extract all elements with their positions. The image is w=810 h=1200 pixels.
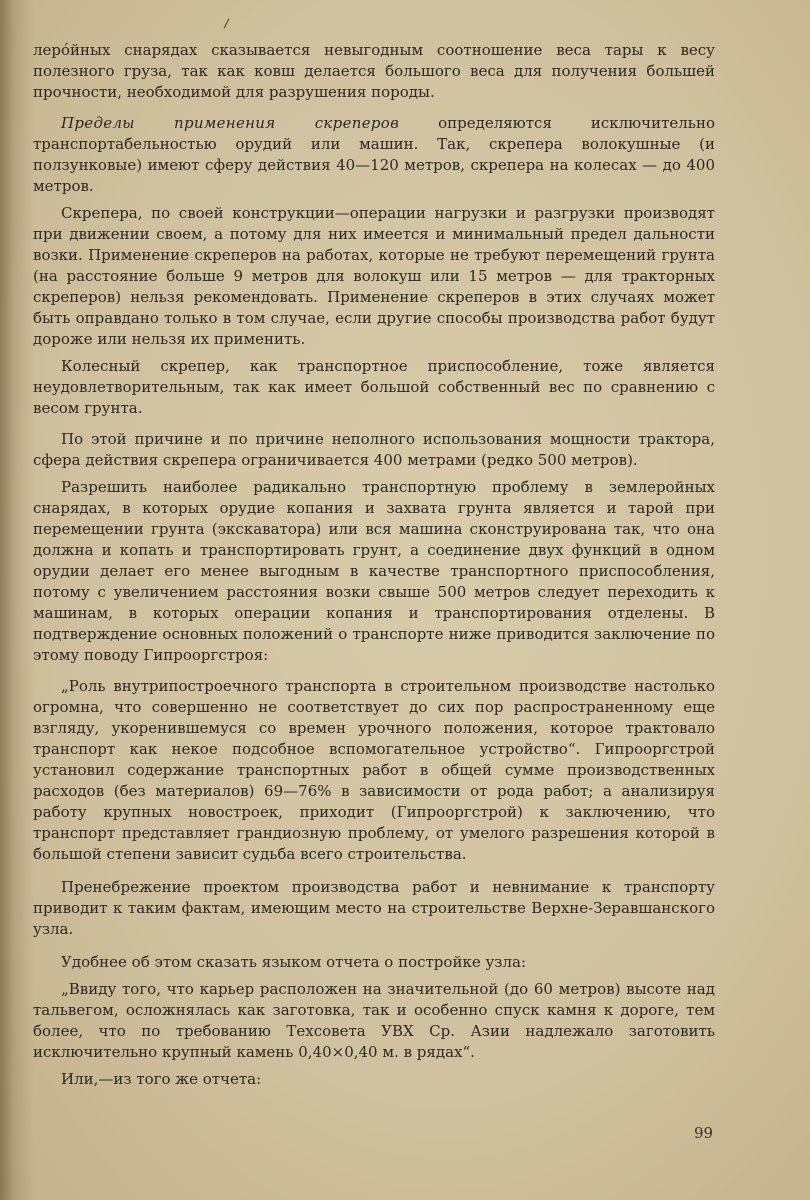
paragraph-1 bbox=[33, 40, 715, 103]
paragraph-4 bbox=[33, 356, 715, 419]
paragraph-5 bbox=[33, 429, 715, 471]
paragraph-2 bbox=[33, 113, 715, 197]
paragraph-6-text: Разрешить наиболее радикально транспортную проблему в землеройных снарядах, в которых орудие копания и захвата грунта является и тарой при перемещении грунта (экскаватора) или вся машина сконструирована так, что она должна и копать и транспортировать грунт, а соединение двух функций в одном орудии делает его менее выгодным в качестве транспортного приспособления, потому с увеличением расстояния возки свыше 500 метров следует переходить к машинам, в которых операции копания и транспортирования отделены. В подтверждение основных положений о транспорте ниже приводится заключение по этому поводу Гипрооргстроя: bbox=[33, 478, 715, 664]
paragraph-6 bbox=[33, 477, 715, 666]
page-number: 99 bbox=[694, 1124, 714, 1142]
section-heading-italic: Пределы применения скреперов bbox=[61, 114, 400, 132]
paragraph-4-text: Колесный скрепер, как транспортное приспособление, тоже является неудовлетворительным, так как имеет большой собственный вес по сравнению с весом грунта. bbox=[33, 357, 715, 417]
paragraph-11 bbox=[33, 1069, 715, 1090]
paragraph-10-text: „Ввиду того, что карьер расположен на значительной (до 60 метров) высоте над тальвегом, осложнялась как заготовка, так и особенно спуск камня к дороге, тем более, что по требованию Техсовета УВХ Ср. Азии надлежало заготовить исключительно крупный камень 0,40×0,40 м. в рядах“. bbox=[33, 980, 715, 1061]
paragraph-2-text: определяются исключительно транспортабельностью орудий или машин. Так, скрепера волокушные (и ползунковые) имеют сферу действия 40—120 метров, скрепера на колесах — до 400 метров. bbox=[33, 114, 715, 195]
pen-mark bbox=[223, 18, 229, 28]
paragraph-8 bbox=[33, 877, 715, 940]
paragraph-7-text: „Роль внутрипостроечного транспорта в строительном производстве настолько огромна, что совершенно не соответствует до сих пор распространенному еще взгляду, укоренившемуся со времен урочного положения, которое трактовало транспорт как некое подсобное вспомогательное устройство“. Гипрооргстрой установил содержание транспортных работ в общей сумме производственных расходов (без материалов) 69—76% в зависимости от рода работ; а анализируя работу крупных новостроек, приходит (Гипрооргстрой) к заключению, что транспорт представляет грандиозную проблему, от умелого разрешения которой в большой степени зависит судьба всего строительства. bbox=[33, 677, 715, 863]
paragraph-9-text: Удобнее об этом сказать языком отчета о постройке узла: bbox=[61, 953, 526, 971]
paragraph-9 bbox=[33, 952, 715, 973]
paragraph-11-text: Или,—из того же отчета: bbox=[61, 1070, 262, 1088]
paragraph-7-quote bbox=[33, 676, 715, 865]
paragraph-3-text: Скрепера, по своей конструкции—операции нагрузки и разгрузки производят при движении своем, а потому для них имеется и минимальный предел дальности возки. Применение скреперов на работах, которые не требуют перемещений грунта (на расстояние больше 9 метров для волокуш или 15 метров — для тракторных скреперов) нельзя рекомендовать. Применение скреперов в этих случаях может быть оправдано только в том случае, если другие способы производства работ будут дороже или нельзя их применить. bbox=[33, 204, 715, 348]
paragraph-5-text: По этой причине и по причине неполного использования мощности трактора, сфера действия скрепера ограничивается 400 метрами (редко 500 метров). bbox=[33, 430, 715, 469]
paragraph-10-quote bbox=[33, 979, 715, 1063]
paragraph-8-text: Пренебрежение проектом производства работ и невнимание к транспорту приводит к таким фактам, имеющим место на строительстве Верхне-Зеравшанского узла. bbox=[33, 878, 715, 938]
paragraph-1-text: лерóйных снарядах сказывается невыгодным соотношение веса тары к весу полезного груза, так как ковш делается большого веса для получения большей прочности, необходимой для разрушения породы. bbox=[33, 41, 715, 101]
paragraph-3 bbox=[33, 203, 715, 350]
body-text bbox=[33, 40, 715, 1096]
